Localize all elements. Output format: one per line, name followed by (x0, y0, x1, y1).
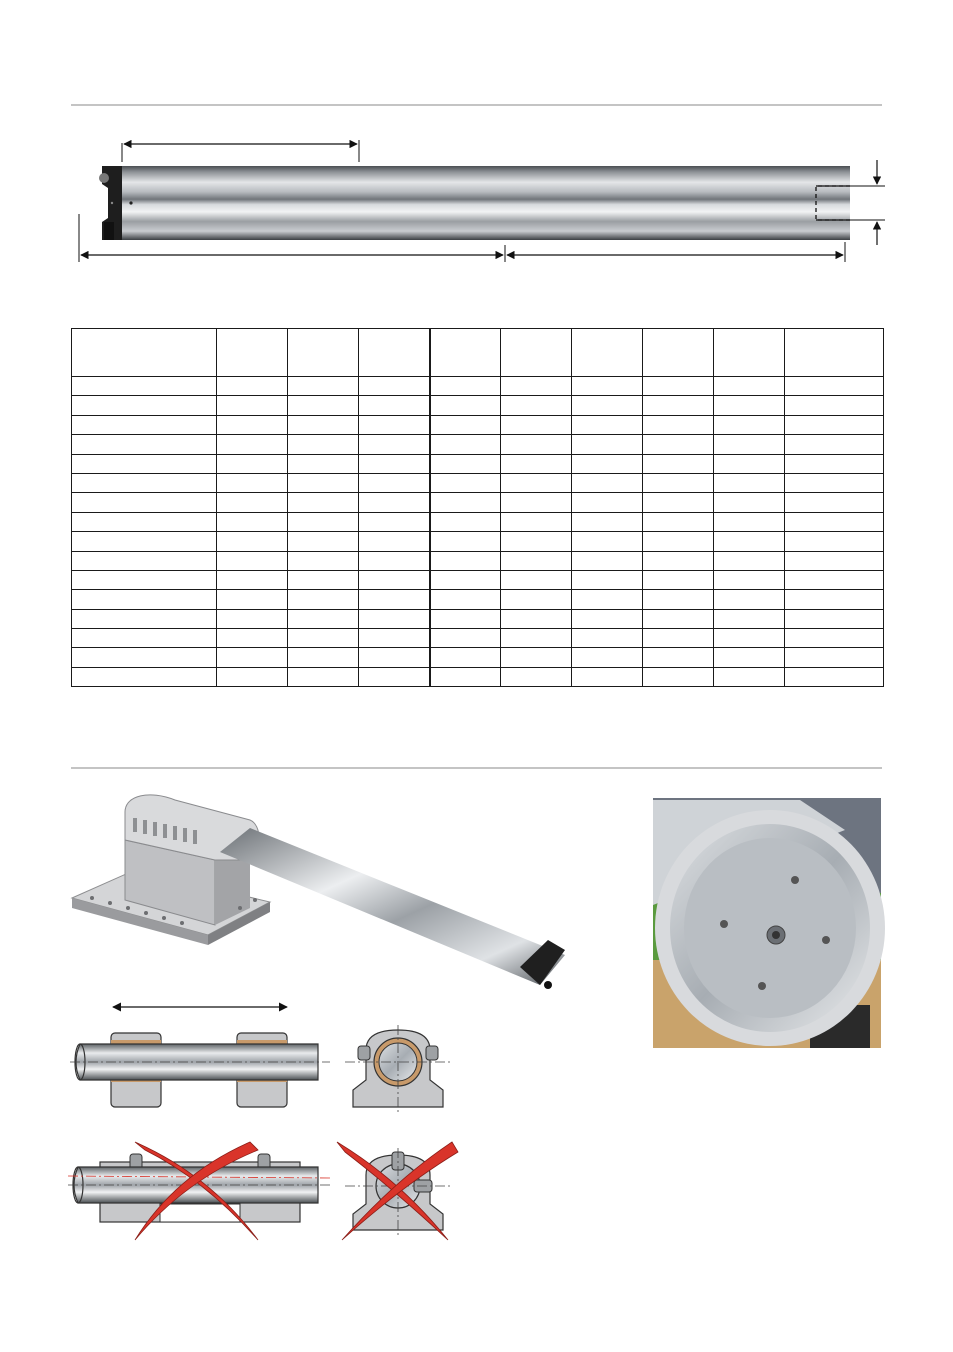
incorrect-mount-side-view (68, 1154, 330, 1222)
shaft-end-photo (653, 798, 885, 1048)
correct-mount-end-view (345, 1025, 452, 1112)
bearing-assembly-3d (72, 795, 565, 989)
correct-mount-side-view (70, 1033, 330, 1107)
